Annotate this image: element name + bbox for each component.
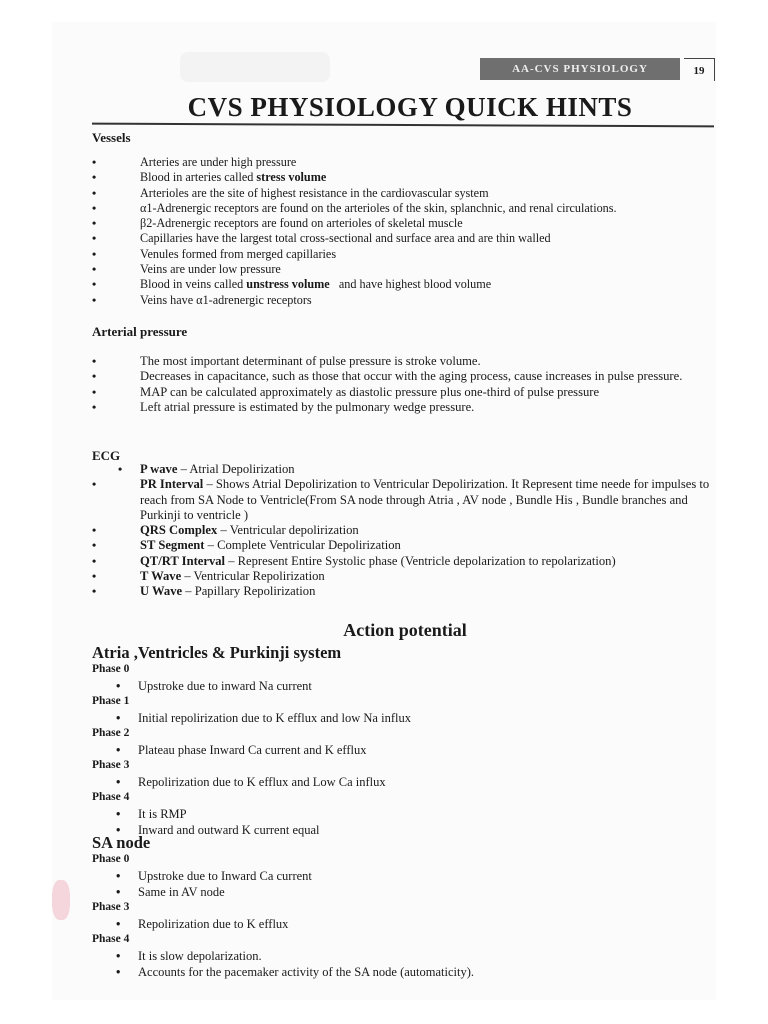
- phase-label: Phase 4: [92, 791, 130, 803]
- action-potential-title: Action potential: [343, 620, 467, 640]
- item-text: Accounts for the pacemaker activity of the SA node (automaticity).: [138, 965, 474, 979]
- ecg-item: [92, 569, 714, 584]
- phase-item: [116, 743, 367, 758]
- item-text: Inward and outward K current equal: [138, 823, 320, 837]
- item-text: and have highest blood volume: [329, 277, 492, 292]
- item-text: Repolirization due to K efflux and Low Ca influx: [138, 775, 386, 789]
- bullet-dot: •: [116, 679, 121, 693]
- vessels-heading: Vessels: [92, 130, 131, 145]
- arterial-item: [92, 354, 704, 369]
- bullet-dot: •: [116, 823, 121, 837]
- scan-smudge: [180, 52, 330, 82]
- ecg-heading: ECG: [92, 448, 121, 463]
- arterial-pressure-list: [92, 354, 704, 415]
- bullet-dot: •: [92, 185, 97, 200]
- ecg-item: [92, 462, 714, 477]
- phase-label: Phase 3: [92, 901, 130, 913]
- arterial-item: [92, 369, 704, 384]
- item-bold: stress volume: [256, 170, 327, 185]
- phase-label: Phase 0: [92, 663, 130, 675]
- ecg-list: [92, 462, 714, 600]
- item-text: It is slow depolarization.: [138, 949, 262, 963]
- bullet-dot: •: [92, 523, 97, 538]
- phase-label: Phase 0: [92, 853, 130, 865]
- page-title: CVS PHYSIOLOGY QUICK HINTS: [187, 92, 633, 122]
- bullet-dot: •: [92, 399, 97, 414]
- item-text: Capillaries have the largest total cross-sectional and surface area and are thin walled: [140, 231, 551, 246]
- ecg-term: T Wave: [140, 569, 182, 584]
- phase-label: Phase 2: [92, 727, 130, 739]
- phase-item: [116, 807, 187, 822]
- item-text: Left atrial pressure is estimated by the pulmonary wedge pressure.: [140, 399, 475, 414]
- bullet-dot: •: [92, 277, 97, 292]
- vessels-item: [92, 293, 704, 308]
- bullet-dot: •: [116, 711, 121, 725]
- ecg-item: [92, 523, 714, 538]
- ecg-term: ST Segment: [140, 538, 205, 553]
- phase-item: [116, 711, 411, 726]
- bullet-dot: •: [92, 384, 97, 399]
- vessels-item: [92, 186, 704, 201]
- ecg-term: U Wave: [140, 584, 183, 599]
- bullet-dot: •: [92, 569, 97, 584]
- bullet-dot: •: [116, 965, 121, 979]
- bullet-dot: •: [92, 216, 97, 231]
- item-text: Veins have α1-adrenergic receptors: [140, 292, 312, 307]
- phase-item: [116, 775, 386, 790]
- phase-item: [116, 965, 474, 980]
- ecg-desc: – Complete Ventricular Depolirization: [204, 538, 401, 553]
- bullet-dot: •: [116, 917, 121, 931]
- bullet-dot: •: [92, 262, 97, 277]
- vessels-item: [92, 231, 704, 246]
- ecg-desc: – Shows Atrial Depolirization to Ventricular Depolirization. It Represent time neede for impulses to reach from SA Node to Ventricle(From SA node through Atria , AV node , Bundle His , Bundle branches and Purkinji to ventricle ): [140, 477, 710, 522]
- phase-label: Phase 1: [92, 695, 130, 707]
- phase-item: [116, 679, 312, 694]
- vessels-item: [92, 155, 704, 170]
- item-text: Blood in veins called: [140, 277, 247, 292]
- bullet-dot: •: [116, 743, 121, 757]
- bullet-dot: •: [92, 477, 97, 492]
- phase-label: Phase 3: [92, 759, 130, 771]
- bullet-dot: •: [92, 354, 97, 368]
- bullet-dot: •: [92, 231, 97, 246]
- vessels-item: [92, 247, 704, 262]
- item-text: Initial repolirization due to K efflux and low Na influx: [138, 711, 411, 725]
- item-text: Upstroke due to Inward Ca current: [138, 869, 312, 883]
- vessels-item: [92, 170, 704, 185]
- ecg-desc: – Papillary Repolirization: [182, 584, 316, 599]
- ecg-term: PR Interval: [140, 477, 204, 492]
- ecg-term: QT/RT Interval: [140, 553, 226, 568]
- item-text: Venules formed from merged capillaries: [140, 246, 337, 261]
- ecg-term: P wave: [140, 462, 178, 476]
- ecg-item: [92, 554, 714, 569]
- item-text: Plateau phase Inward Ca current and K efflux: [138, 743, 367, 757]
- bullet-dot: •: [92, 200, 97, 215]
- item-text: It is RMP: [138, 807, 187, 821]
- phase-label: Phase 4: [92, 933, 130, 945]
- bullet-dot: •: [116, 775, 121, 789]
- item-text: Arterioles are the site of highest resistance in the cardiovascular system: [140, 185, 489, 200]
- vessels-item: [92, 216, 704, 231]
- bullet-dot: •: [92, 170, 97, 185]
- bullet-dot: •: [116, 885, 121, 899]
- bullet-dot: •: [92, 155, 97, 169]
- item-text: Decreases in capacitance, such as those that occur with the aging process, cause increases in pulse pressure.: [140, 369, 683, 384]
- header-tag: AA-CVS PHYSIOLOGY: [480, 58, 680, 80]
- bullet-dot: •: [92, 538, 97, 553]
- item-text: Repolirization due to K efflux: [138, 917, 289, 931]
- vessels-item: [92, 201, 704, 216]
- vessels-list: [92, 155, 704, 308]
- phase-item: [116, 885, 225, 900]
- atria-heading: Atria ,Ventricles & Purkinji system: [92, 643, 342, 662]
- bullet-dot: •: [116, 949, 121, 963]
- bullet-dot: •: [116, 869, 121, 883]
- bullet-dot: •: [92, 369, 97, 384]
- item-text: Blood in arteries called: [140, 170, 257, 185]
- arterial-item: [92, 400, 704, 415]
- bullet-dot: •: [118, 462, 123, 476]
- item-text: Same in AV node: [138, 885, 225, 899]
- sa-node-heading: SA node: [92, 833, 151, 852]
- ecg-term: QRS Complex: [140, 523, 218, 538]
- item-text: Arteries are under high pressure: [140, 155, 297, 169]
- ecg-desc: – Represent Entire Systolic phase (Ventricle depolarization to repolarization): [225, 553, 616, 568]
- vessels-item: [92, 277, 704, 292]
- bullet-dot: •: [116, 807, 121, 821]
- ecg-item: [92, 538, 714, 553]
- arterial-item: [92, 385, 704, 400]
- vessels-item: [92, 262, 704, 277]
- item-text: α1-Adrenergic receptors are found on the arterioles of the skin, splanchnic, and renal circulations.: [140, 200, 617, 215]
- item-text: Veins are under low pressure: [140, 262, 281, 277]
- scan-stain: [52, 880, 70, 920]
- ecg-desc: – Ventricular Repolirization: [181, 569, 325, 584]
- ecg-item: [92, 584, 714, 599]
- ecg-item: [92, 477, 714, 523]
- arterial-pressure-heading: Arterial pressure: [92, 324, 188, 339]
- item-text: The most important determinant of pulse pressure is stroke volume.: [140, 354, 481, 368]
- bullet-dot: •: [92, 553, 97, 568]
- phase-item: [116, 869, 312, 884]
- item-text: β2-Adrenergic receptors are found on arterioles of skeletal muscle: [140, 216, 463, 231]
- item-bold: unstress volume: [246, 277, 330, 292]
- ecg-desc: – Atrial Depolirization: [177, 462, 295, 476]
- phase-item: [116, 949, 262, 964]
- page-number: 19: [684, 58, 715, 81]
- bullet-dot: •: [92, 584, 97, 599]
- item-text: MAP can be calculated approximately as diastolic pressure plus one-third of pulse pressure: [140, 384, 600, 399]
- item-text: Upstroke due to inward Na current: [138, 679, 312, 693]
- ecg-desc: – Ventricular depolirization: [217, 523, 359, 538]
- phase-item: [116, 917, 288, 932]
- bullet-dot: •: [92, 246, 97, 261]
- bullet-dot: •: [92, 292, 97, 307]
